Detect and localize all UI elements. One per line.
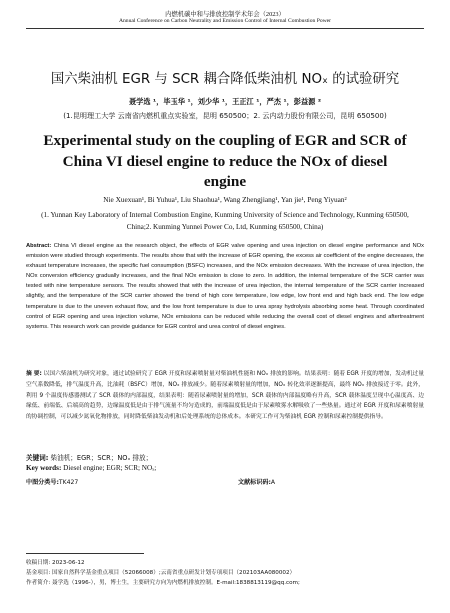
author-bio-label: 作者简介: xyxy=(26,580,51,586)
keywords-cn-label: 关键词: xyxy=(26,454,49,462)
paper-title-cn: 国六柴油机 EGR 与 SCR 耦合降低柴油机 NOₓ 的试验研究 xyxy=(50,72,400,87)
abstract-en xyxy=(26,241,424,332)
footnote-fund xyxy=(26,568,426,576)
keywords-en-label: Key words: xyxy=(26,464,62,472)
footnote-author xyxy=(26,578,426,586)
footnote-received xyxy=(26,558,426,566)
fund-label: 基金项目: xyxy=(26,570,51,576)
affiliation-cn: (1.昆明理工大学 云南省内燃机重点实验室，昆明 650500；2. 云内动力股份有限公司，昆明 650500) xyxy=(63,111,387,120)
doc-label: 文献标识码: xyxy=(238,479,271,486)
abstract-cn-text: 以国六柴油机为研究对象，通过试验研究了 EGR 开度和尿素喷射量对柴油机性能和 NOₓ 排放的影响。结果表明：随着 EGR 开度的增加，发动机过量空气系数降低，排气温度升高，比油耗（BSFC）增加，NOₓ 排放减少。随着尿素喷射量的增加，NOₓ 转化效率逐渐提高，最终 NOₓ 排放接近于零。此外，利用 9 个温度传感器测试了 SCR 载体的内部温度，结果表明：随着尿素喷射量的增加，SCR 载体的内部温度略有升高，SCR 载体温度呈现中心温度高、边缘低、前端低、后端高的趋势，边缘温度低是由于排气流量不均匀造成的，前端温度低是由于尿素喷雾水解吸收了一些热量。通过对 EGR 开度和尿素喷射量的协调控制，可以减少氮氧化物排放，同时降低柴油发动机和后处理系统的总体成本。本研究工作可为柴油机 EGR 控制和尿素控制提供指导。 xyxy=(26,371,425,421)
keywords-cn xyxy=(26,452,424,462)
author-bio-value: 聂学选（1996-），男，博士生，主要研究方向为内燃机排放控制。E-mail:1838813119@qq.com; xyxy=(52,580,300,586)
author-list-cn: 聂学选 ¹，毕玉华 ¹，刘少华 ¹，王正江 ¹，严杰 ¹，彭益源 ² xyxy=(128,97,322,106)
footnote-divider xyxy=(26,553,144,554)
received-value: 2023-06-12 xyxy=(52,560,85,566)
paper-title-en: Experimental study on the coupling of EGR and SCR of China VI diesel engine to reduce the NOx of diesel engine xyxy=(43,132,407,190)
clc-label: 中图分类号: xyxy=(26,479,59,486)
doc-value: A xyxy=(270,479,276,486)
running-header-en: Annual Conference on Carbon Neutrality and Emission Control of Internal Combustion Power xyxy=(118,18,332,24)
header-divider xyxy=(26,28,424,29)
running-header-cn: 内燃机碳中和与排放控制学术年会（2023） xyxy=(165,11,285,18)
abstract-en-label: Abstract: xyxy=(26,243,52,249)
clc-value: TK427 xyxy=(58,479,79,486)
abstract-cn-label: 摘 要: xyxy=(26,371,42,377)
received-label: 收稿日期: xyxy=(26,560,51,566)
keywords-cn-text: 柴油机；EGR；SCR；NOₓ 排放； xyxy=(50,454,153,462)
keywords-en-text: Diesel engine; EGR; SCR; NOₓ; xyxy=(63,464,157,472)
author-list-en: Nie Xuexuan¹, Bi Yuhua¹, Liu Shaohua¹, Wang Zhengjiang¹, Yan jie¹, Peng Yiyuan² xyxy=(103,195,347,204)
classification-line xyxy=(26,477,424,486)
doc-code xyxy=(238,477,275,486)
keywords-en xyxy=(26,464,424,472)
fund-value: 国家自然科学基金重点项目（52066008）;云南省重点研发计划专项项目（202103AA080002） xyxy=(52,570,296,576)
abstract-en-text: China VI diesel engine as the research object, the effects of EGR valve opening and urea injection on diesel engine performance and NOx emission were studied through experiments. The results show that with the increase of EGR opening, the excess air coefficient of the engine decreases, the exhaust temperature increases, the specific fuel consumption (BSFC) increases, and the NOx emission decreases. With the increase of urea injection, the NOx conversion efficiency gradually increases, and the final NOx emission is close to zero. In addition, the internal temperature of the SCR carrier was tested with nine temperature sensors. The results showed that with the increase of urea injection, the internal temperature of the SCR carrier increased slightly, and the temperature of the SCR carrier showed the trend of high core temperature, low edge, low front end and high back end. The low edge temperature is due to the uneven exhaust flow, and the low front temperature is due to urea spray hydrolysis absorbing some heat. Through coordinated control of EGR opening and urea injection volume, NOx emissions can be reduced while reducing the overall cost of diesel engines and aftertreatment systems. This research work can provide guidance for EGR control and urea control of diesel engines. xyxy=(26,243,424,330)
abstract-cn xyxy=(26,369,424,423)
affiliation-en: (1. Yunnan Key Laboratory of Internal Combustion Engine, Kunming University of Science and Technology, Kunming 650500, China;2. Kunming Yunnei Power Co, Ltd, Kunming 650500, China) xyxy=(41,211,409,231)
